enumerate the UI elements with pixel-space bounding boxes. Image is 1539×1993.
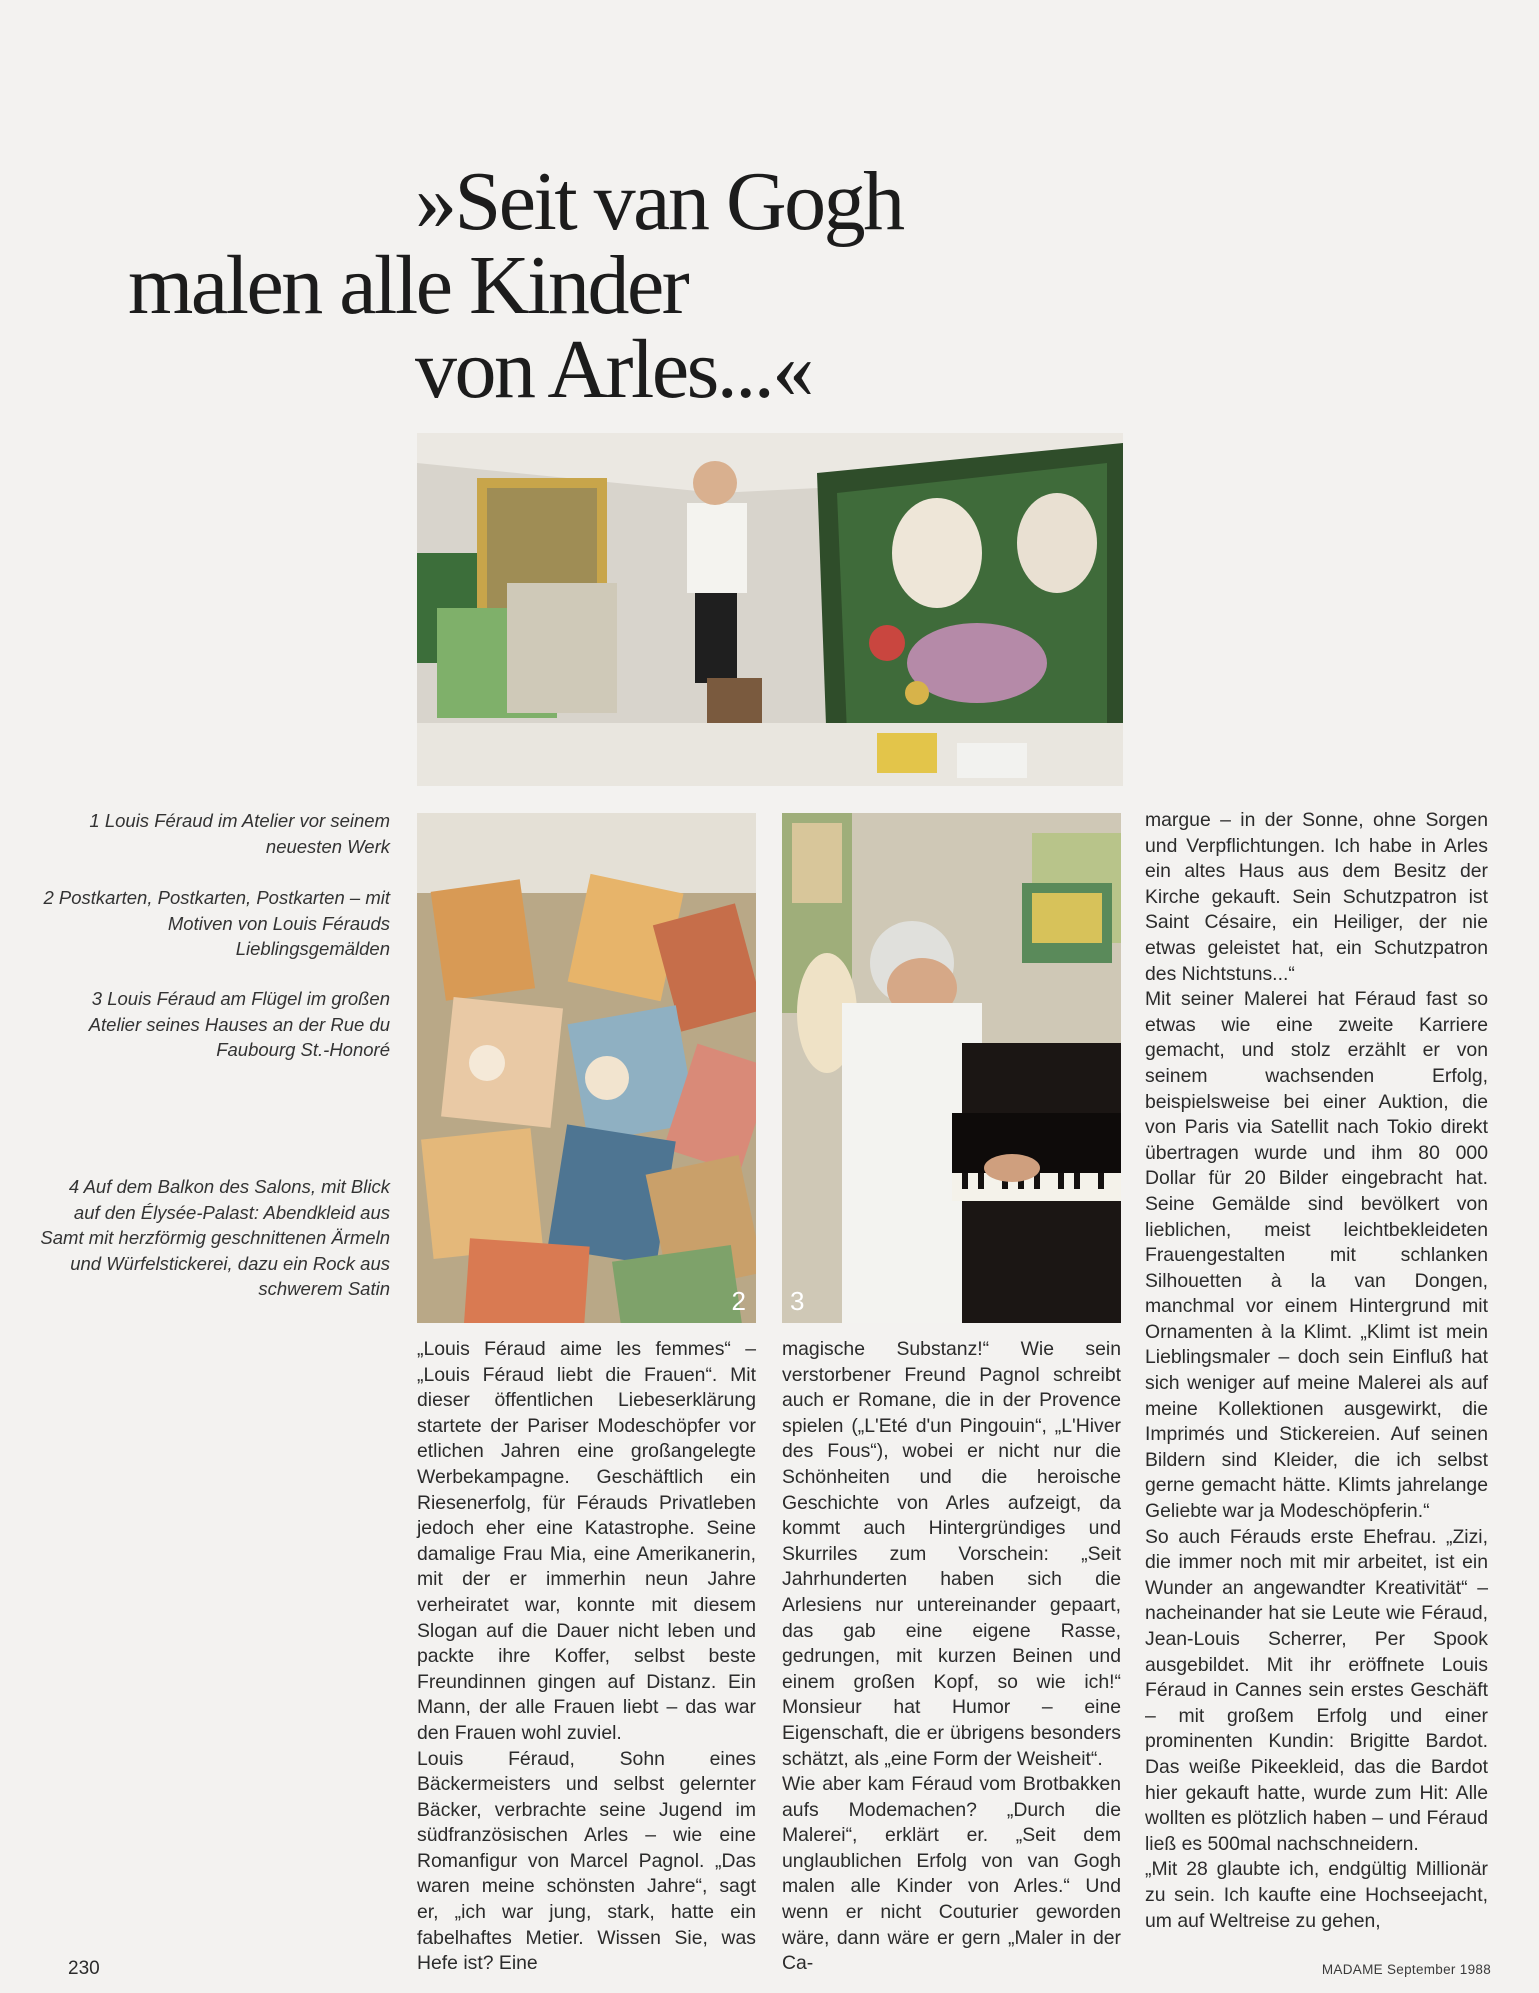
- photo-number: 3: [790, 1286, 805, 1316]
- paragraph: „Mit 28 glaubte ich, endgültig Millionär zu sein. Ich kaufte eine Hochseejacht, um auf Weltreise zu gehen,: [1145, 1858, 1488, 1932]
- headline-line-1: »Seit van Gogh: [415, 155, 903, 248]
- article-column-1: [417, 1337, 756, 1977]
- paragraph: Mit seiner Malerei hat Féraud fast so etwas wie eine zweite Karriere gemacht, und stolz erzählt er von seinem wachsenden Erfolg, beispielsweise bei einer Auktion, die von Paris via Satellit nach Tokio direkt übertragen wurde und ihm 80 000 Dollar für 20 Bilder eingebracht hat. Seine Gemälde sind bevölkert von lieblichen, meist leichtbekleideten Frauengestalten mit schlanken Silhouetten à la van Dongen, manchmal vor einem Hintergrund mit Ornamenten à la Klimt. „Klimt ist mein Lieblingsmaler – doch sein Einfluß hat sich weniger auf meine Malerei als auf meine Kollektionen ausgewirkt, die Imprimés und Stickereien. Auf seinen Bildern sind Kleider, die ich selbst gerne gemacht hätte. Klimts jahrelange Geliebte war ja Modeschöpferin.“: [1145, 988, 1488, 1523]
- headline-line-3: von Arles...«: [415, 323, 812, 416]
- caption-4: 4 Auf dem Balkon des Salons, mit Blick auf den Élysée-Palast: Abendkleid aus Samt mit herzförmig geschnittenen Ärmeln und Würfelstickerei, dazu ein Rock aus schwerem Satin: [40, 1176, 390, 1299]
- paragraph: magische Substanz!“ Wie sein verstorbener Freund Pagnol schreibt auch er Romane, die in der Provence spielen („L'Eté d'un Pingouin“, „L'Hiver des Fous“), wobei er nicht nur die Schönheiten und die heroische Geschichte von Arles aufzeigt, da kommt auch Hintergründiges und Skurriles zum Vorschein: „Seit Jahrhunderten haben sich die Arlesiens nur untereinander gepaart, das gab eine eigene Rasse, gedrungen, mit kurzen Beinen und einem großen Kopf, so wie ich!“ Monsieur hat Humor – eine Eigenschaft, die er übrigens besonders schätzt, als „eine Form der Weisheit“.: [782, 1338, 1121, 1770]
- photo-postcards: [417, 813, 756, 1323]
- headline-line-2: malen alle Kinder: [128, 239, 688, 332]
- page-number: 230: [68, 1958, 100, 1979]
- paragraph: „Louis Féraud aime les femmes“ – „Louis Féraud liebt die Frauen“. Mit dieser öffentlichen Liebeserklärung startete der Pariser Modeschöpfer vor etlichen Jahren eine großangelegte Werbekampagne. Geschäftlich ein Riesenerfolg, für Férauds Privatleben jedoch eher eine Katastrophe. Seine damalige Frau Mia, eine Amerikanerin, mit der er immerhin neun Jahre verheiratet war, konnte mit diesem Slogan auf die Dauer nicht leben und packte ihre Koffer, selbst beste Freundinnen gingen auf Distanz. Ein Mann, der alle Frauen liebt – das war den Frauen wohl zuviel.: [417, 1338, 756, 1744]
- caption-1: 1 Louis Féraud im Atelier vor seinem neuesten Werk: [89, 810, 390, 857]
- photo-number: 2: [731, 1286, 746, 1316]
- magazine-issue: MADAME September 1988: [1321, 1962, 1491, 1977]
- photo-piano: [782, 813, 1121, 1323]
- caption-3: 3 Louis Féraud am Flügel im großen Atelier seines Hauses an der Rue du Faubourg St.-Honoré: [88, 988, 390, 1060]
- article-column-2: [782, 1337, 1121, 1977]
- headline: [0, 155, 1539, 416]
- paragraph: Wie aber kam Féraud vom Brotbakken aufs Modemachen? „Durch die Malerei“, erklärt er. „Seit dem unglaublichen Erfolg von van Gogh malen alle Kinder von Arles.“ Und wenn er nicht Couturier geworden wäre, dann wäre er gern „Maler in der Ca-: [782, 1773, 1121, 1975]
- paragraph: Louis Féraud, Sohn eines Bäckermeisters und selbst gelernter Bäcker, verbrachte seine Jugend im südfranzösischen Arles – wie eine Romanfigur von Marcel Pagnol. „Das waren meine schönsten Jahre“, sagt er, „ich war jung, stark, hatte ein fabelhaftes Metier. Wissen Sie, was Hefe ist? Eine: [417, 1747, 756, 1975]
- paragraph: margue – in der Sonne, ohne Sorgen und Verpflichtungen. Ich habe in Arles ein altes Haus aus dem Besitz der Kirche gekauft. Sein Schutzpatron ist Saint Césaire, ein Heiliger, der nie etwas geleistet hat, ein Schutzpatron des Nichtstuns...“: [1145, 809, 1488, 985]
- paragraph: So auch Férauds erste Ehefrau. „Zizi, die immer noch mit mir arbeitet, ist ein Wunder an angewandter Kreativität“ – nacheinander hat sie Leute wie Féraud, Jean-Louis Scherrer, Per Spook ausgebildet. Mit ihr eröffnete Louis Féraud in Cannes sein erstes Geschäft – mit großem Erfolg und einer prominenten Kundin: Brigitte Bardot. Das weiße Pikeekleid, das die Bardot hier gekauft hatte, wurde zum Hit: Alle wollten es plötzlich haben – und Féraud ließ es 500mal nachschneidern.: [1145, 1525, 1488, 1855]
- photo-atelier: [417, 433, 1123, 786]
- caption-2: 2 Postkarten, Postkarten, Postkarten – mit Motiven von Louis Férauds Lieblingsgemälden: [43, 887, 390, 959]
- article-column-3: [1145, 808, 1488, 1934]
